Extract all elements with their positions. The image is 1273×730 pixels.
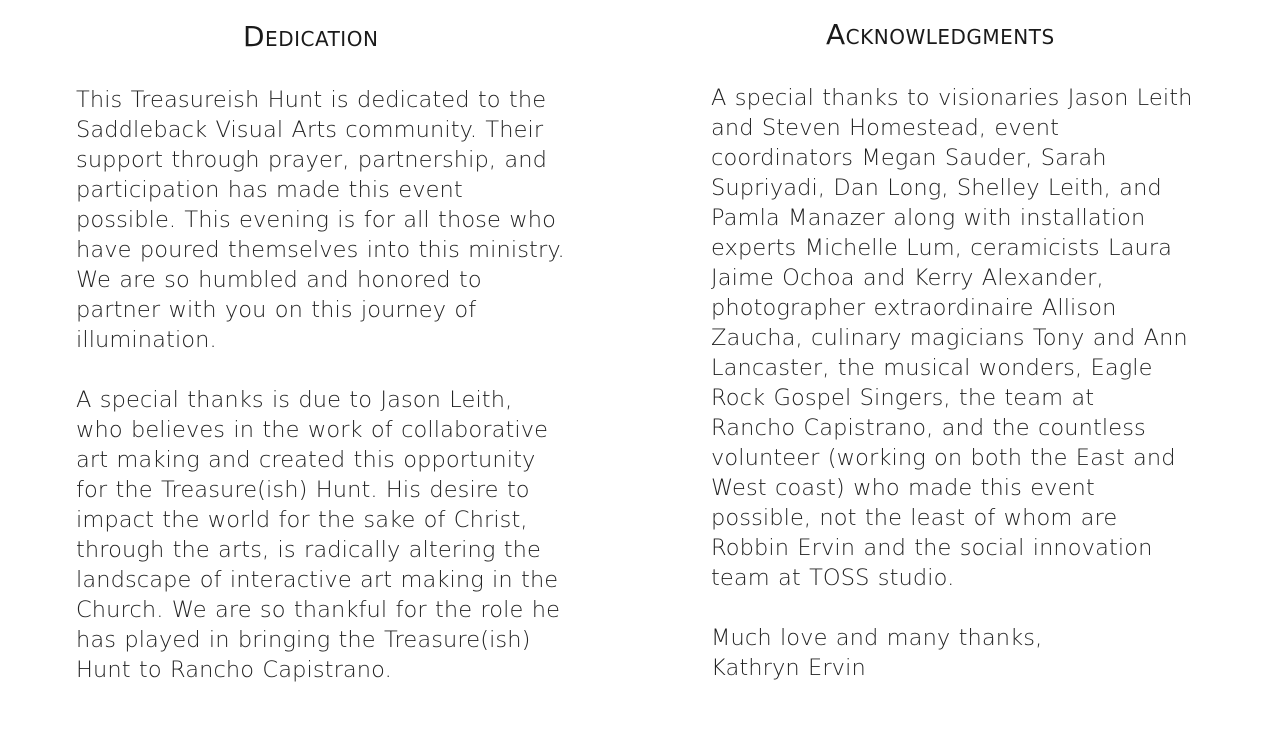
- text-line: and Steven Homestead, event: [711, 115, 1059, 141]
- text-line: team at TOSS studio.: [711, 565, 955, 591]
- text-line: This Treasureish Hunt is dedicated to the: [76, 87, 547, 113]
- text-line: for the Treasure(ish) Hunt. His desire to: [76, 477, 530, 503]
- acknowledgments-paragraph-1: [711, 83, 1193, 593]
- text-line: Pamla Manazer along with installation: [711, 205, 1146, 231]
- acknowledgments-heading: Acknowledgments: [826, 18, 1055, 51]
- text-line: partner with you on this journey of: [76, 297, 477, 323]
- dedication-paragraph-1: [76, 85, 565, 355]
- text-line: participation has made this event: [76, 177, 463, 203]
- text-line: Supriyadi, Dan Long, Shelley Leith, and: [711, 175, 1162, 201]
- acknowledgments-closing: [711, 623, 1042, 683]
- text-line: impact the world for the sake of Christ,: [76, 507, 528, 533]
- text-line: illumination.: [76, 327, 217, 353]
- dedication-paragraph-2: [76, 385, 560, 685]
- text-line: support through prayer, partnership, and: [76, 147, 547, 173]
- text-line: We are so humbled and honored to: [76, 267, 482, 293]
- text-line: have poured themselves into this ministry.: [76, 237, 565, 263]
- dedication-heading: Dedication: [243, 20, 379, 53]
- closing-line: Much love and many thanks,: [711, 625, 1043, 651]
- signature-name: Kathryn Ervin: [711, 655, 866, 681]
- text-line: Lancaster, the musical wonders, Eagle: [711, 355, 1153, 381]
- text-line: Zaucha, culinary magicians Tony and Ann: [711, 325, 1188, 351]
- text-line: West coast) who made this event: [711, 475, 1095, 501]
- text-line: photographer extraordinaire Allison: [711, 295, 1117, 321]
- text-line: volunteer (working on both the East and: [711, 445, 1176, 471]
- text-line: experts Michelle Lum, ceramicists Laura: [711, 235, 1173, 261]
- text-line: possible. This evening is for all those who: [76, 207, 556, 233]
- text-line: through the arts, is radically altering the: [76, 537, 541, 563]
- text-line: landscape of interactive art making in the: [76, 567, 559, 593]
- text-line: Robbin Ervin and the social innovation: [711, 535, 1153, 561]
- text-line: has played in bringing the Treasure(ish): [76, 627, 531, 653]
- text-line: Rock Gospel Singers, the team at: [711, 385, 1095, 411]
- text-line: art making and created this opportunity: [76, 447, 536, 473]
- text-line: A special thanks is due to Jason Leith,: [76, 387, 513, 413]
- text-line: who believes in the work of collaborative: [76, 417, 549, 443]
- text-line: coordinators Megan Sauder, Sarah: [711, 145, 1107, 171]
- text-line: possible, not the least of whom are: [711, 505, 1118, 531]
- text-line: Jaime Ochoa and Kerry Alexander,: [711, 265, 1104, 291]
- text-line: Hunt to Rancho Capistrano.: [76, 657, 392, 683]
- text-line: A special thanks to visionaries Jason Leith: [711, 85, 1193, 111]
- text-line: Church. We are so thankful for the role he: [76, 597, 561, 623]
- text-line: Saddleback Visual Arts community. Their: [76, 117, 544, 143]
- text-line: Rancho Capistrano, and the countless: [711, 415, 1146, 441]
